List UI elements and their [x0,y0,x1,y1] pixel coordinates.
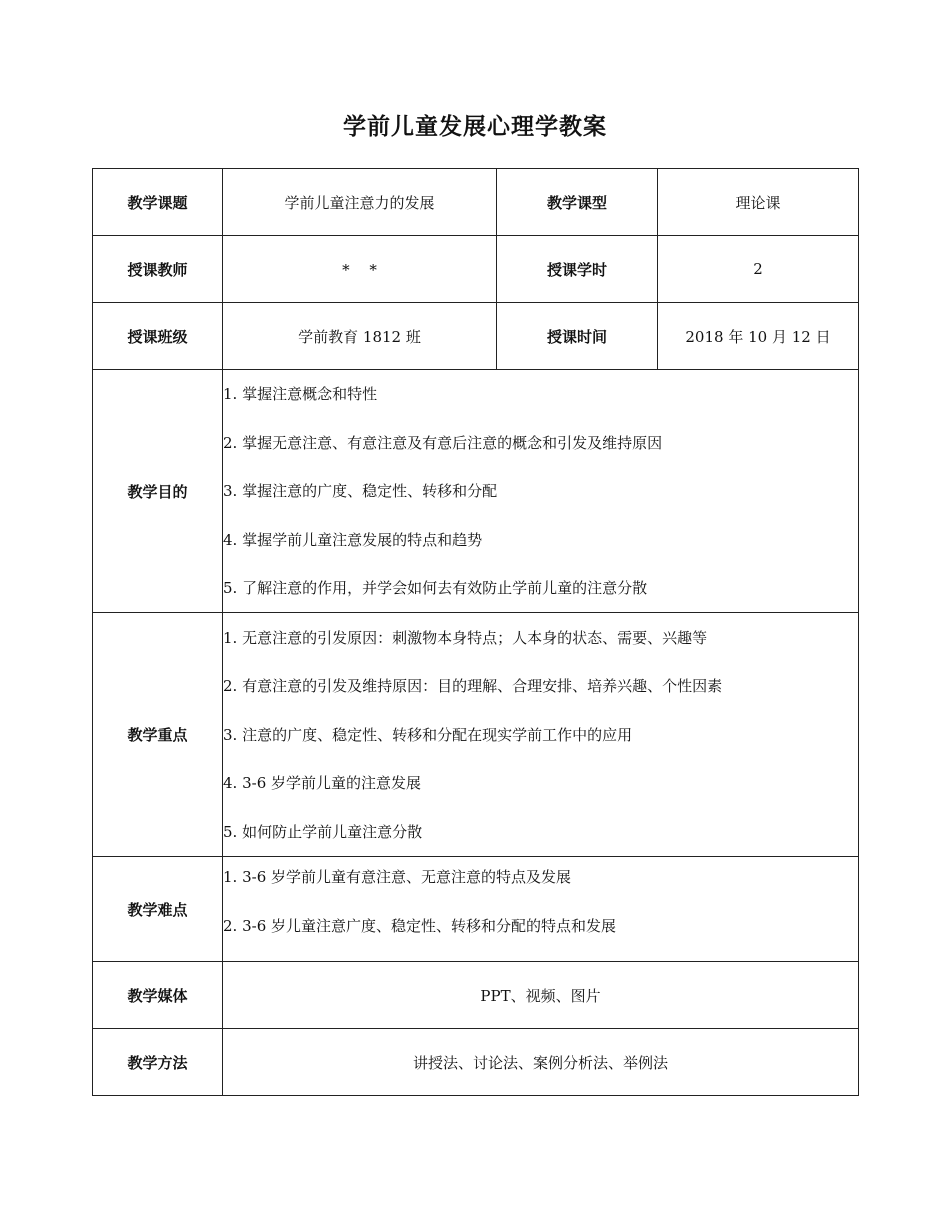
objectives-label: 教学目的 [93,370,223,613]
lesson-plan-table [92,168,859,1096]
objectives-list [223,370,859,613]
list-item: 2. 有意注意的引发及维持原因：目的理解、合理安排、培养兴趣、个性因素 [223,677,723,695]
difficulties-label: 教学难点 [93,857,223,962]
key-points-label: 教学重点 [93,613,223,857]
media-value: PPT、视频、图片 [223,962,859,1029]
table-row [93,303,859,370]
table-row [93,857,859,962]
list-item: 1. 掌握注意概念和特性 [223,385,378,403]
table-row [93,236,859,303]
methods-value: 讲授法、讨论法、案例分析法、举例法 [223,1029,859,1096]
table-row [93,1029,859,1096]
topic-label: 教学课题 [93,169,223,236]
list-item: 4. 3-6 岁学前儿童的注意发展 [223,774,422,792]
list-item: 5. 了解注意的作用，并学会如何去有效防止学前儿童的注意分散 [223,579,648,597]
course-type-label: 教学课型 [497,169,658,236]
class-label: 授课班级 [93,303,223,370]
table-row [93,962,859,1029]
list-item: 4. 掌握学前儿童注意发展的特点和趋势 [223,530,483,549]
topic-value: 学前儿童注意力的发展 [223,169,497,236]
list-item: 5. 如何防止学前儿童注意分散 [223,822,423,841]
date-label: 授课时间 [497,303,658,370]
hours-label: 授课学时 [497,236,658,303]
list-item: 1. 无意注意的引发原因：刺激物本身特点；人本身的状态、需要、兴趣等 [223,628,708,647]
key-points-list [223,613,859,857]
table-row [93,370,859,613]
list-item: 3. 注意的广度、稳定性、转移和分配在现实学前工作中的应用 [223,725,633,744]
table-row [93,169,859,236]
table-row [93,613,859,857]
methods-label: 教学方法 [93,1029,223,1096]
list-item: 2. 掌握无意注意、有意注意及有意后注意的概念和引发及维持原因 [223,433,663,452]
list-item: 3. 掌握注意的广度、稳定性、转移和分配 [223,482,498,500]
list-item: 2. 3-6 岁儿童注意广度、稳定性、转移和分配的特点和发展 [223,916,617,935]
list-item: 1. 3-6 岁学前儿童有意注意、无意注意的特点及发展 [223,868,572,886]
page-title: 学前儿童发展心理学教案 [343,114,607,140]
teacher-value: * * [223,236,497,303]
course-type-value: 理论课 [658,169,859,236]
media-label: 教学媒体 [93,962,223,1029]
teacher-label: 授课教师 [93,236,223,303]
class-value: 学前教育 1812 班 [223,303,497,370]
hours-value: 2 [658,236,859,303]
date-value: 2018 年 10 月 12 日 [658,303,859,370]
difficulties-list [223,857,859,962]
